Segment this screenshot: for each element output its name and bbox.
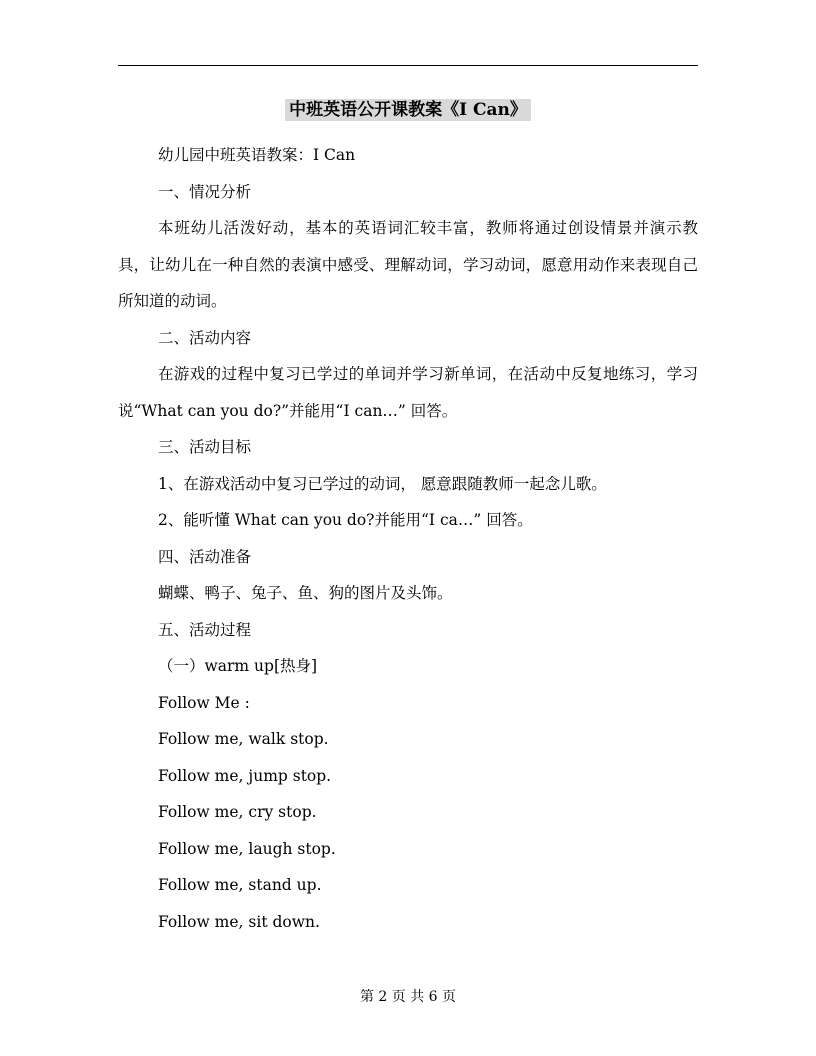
document-body [118,137,698,940]
objective-item-2: 2、能听懂 What can you do?并能用“I ca…” 回答。 [158,511,533,529]
page-footer [0,987,816,1007]
page-indicator: 第 2 页 共 6 页 [359,989,457,1005]
subsection-heading-warmup: （一）warm up[热身] [158,657,318,675]
follow-line: Follow me, sit down. [158,912,320,931]
section-heading-2: 二、活动内容 [158,328,252,347]
follow-line: Follow me, laugh stop. [158,839,336,858]
document-title-container [0,97,816,123]
section-paragraph-1: 本班幼儿活泼好动，基本的英语词汇较丰富，教师将通过创设情景并演示教具，让幼儿在一种自然的表演中感受、理解动词，学习动词，愿意用动作来表现自己所知道的动词。 [118,219,698,310]
document-title: 中班英语公开课教案《I Can》 [285,99,531,121]
follow-line: Follow me, jump stop. [158,766,332,785]
header-rule [118,65,698,66]
section-paragraph-2: 在游戏的过程中复习已学过的单词并学习新单词，在活动中反复地练习，学习说“What can you do?”并能用“I can…” 回答。 [118,365,698,420]
follow-line: Follow me, cry stop. [158,803,317,821]
follow-line: Follow me, stand up. [158,876,322,894]
preparation-text: 蝴蝶、鸭子、兔子、鱼、狗的图片及头饰。 [158,584,453,602]
section-heading-3: 三、活动目标 [158,438,252,456]
section-heading-5: 五、活动过程 [158,620,252,639]
follow-me-title: Follow Me : [158,693,250,712]
follow-line: Follow me, walk stop. [158,730,329,748]
section-heading-4: 四、活动准备 [158,547,252,566]
subtitle: 幼儿园中班英语教案：I Can [158,146,356,164]
section-heading-1: 一、情况分析 [158,182,252,201]
objective-item-1: 1、在游戏活动中复习已学过的动词， 愿意跟随教师一起念儿歌。 [158,474,607,493]
